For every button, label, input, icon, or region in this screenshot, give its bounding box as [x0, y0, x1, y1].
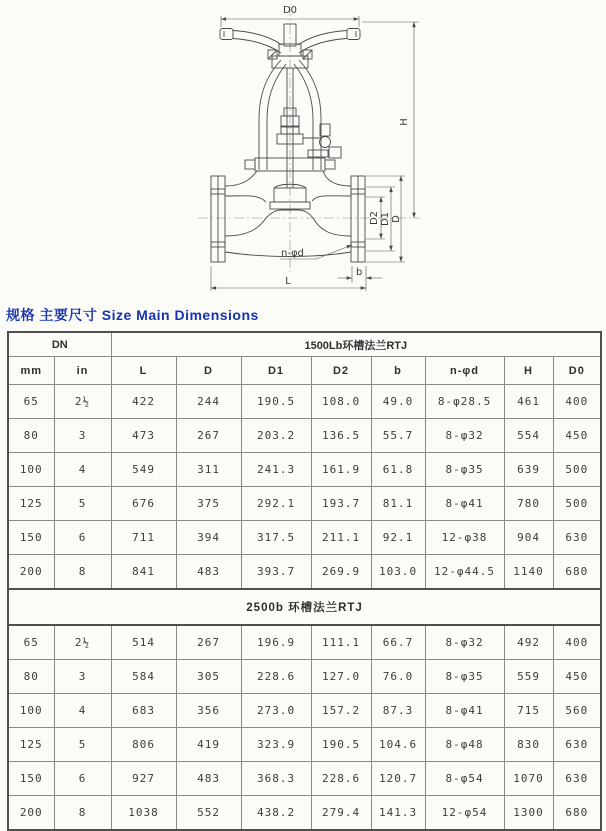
table-cell: 12-φ38 — [425, 521, 504, 555]
table-cell: 715 — [504, 694, 553, 728]
dim-label-d: D — [391, 215, 402, 223]
table-cell: 830 — [504, 728, 553, 762]
table-cell: 8-φ54 — [425, 762, 504, 796]
table-cell: 200 — [8, 796, 54, 831]
table-row — [8, 521, 601, 555]
table-cell: 500 — [553, 487, 601, 521]
table-cell: 65 — [8, 625, 54, 660]
dim-label-b: b — [356, 267, 363, 278]
table-cell: 375 — [176, 487, 241, 521]
table-cell: 104.6 — [371, 728, 425, 762]
page-title: 规格 主要尺寸 Size Main Dimensions — [6, 307, 259, 323]
table-cell: 55.7 — [371, 419, 425, 453]
table-cell: 1140 — [504, 555, 553, 590]
table-body — [8, 385, 601, 831]
table-cell: 273.0 — [241, 694, 311, 728]
table-cell: 76.0 — [371, 660, 425, 694]
table-cell: 193.7 — [311, 487, 371, 521]
table-cell: 150 — [8, 762, 54, 796]
table-cell: 780 — [504, 487, 553, 521]
table-cell: 552 — [176, 796, 241, 831]
col-header-b: b — [371, 357, 425, 385]
table-cell: 560 — [553, 694, 601, 728]
table-cell: 500 — [553, 453, 601, 487]
dim-label-l: L — [285, 276, 291, 287]
table-cell: 492 — [504, 625, 553, 660]
table-cell: 1300 — [504, 796, 553, 831]
table-cell: 1038 — [111, 796, 176, 831]
dim-label-d1: D1 — [380, 211, 391, 227]
table-cell: 438.2 — [241, 796, 311, 831]
table-cell: 8-φ32 — [425, 625, 504, 660]
table-cell: 200 — [8, 555, 54, 590]
table-cell: 3 — [54, 660, 111, 694]
table-cell: 244 — [176, 385, 241, 419]
table-cell: 141.3 — [371, 796, 425, 831]
table-cell: 450 — [553, 660, 601, 694]
table-cell: 4 — [54, 694, 111, 728]
table-cell: 323.9 — [241, 728, 311, 762]
table-cell: 317.5 — [241, 521, 311, 555]
table-cell: 680 — [553, 555, 601, 590]
table-cell: 393.7 — [241, 555, 311, 590]
col-header-d2: D2 — [311, 357, 371, 385]
table-cell: 8-φ48 — [425, 728, 504, 762]
dim-label-h: H — [399, 118, 410, 126]
col-header-n-phi-d: n-φd — [425, 357, 504, 385]
table-cell: 5 — [54, 487, 111, 521]
section-title-cell: 2500b 环槽法兰RTJ — [8, 589, 601, 625]
table-cell: 549 — [111, 453, 176, 487]
table-cell: 103.0 — [371, 555, 425, 590]
table-cell: 241.3 — [241, 453, 311, 487]
table-cell: 87.3 — [371, 694, 425, 728]
table-cell: 228.6 — [311, 762, 371, 796]
dimensions-table — [7, 331, 602, 831]
table-cell: 2½ — [54, 625, 111, 660]
col-header-h: H — [504, 357, 553, 385]
table-cell: 305 — [176, 660, 241, 694]
table-cell: 559 — [504, 660, 553, 694]
table-cell: 356 — [176, 694, 241, 728]
dn-header-cell: DN — [8, 332, 111, 357]
table-cell: 400 — [553, 385, 601, 419]
table-cell: 6 — [54, 521, 111, 555]
table-cell: 630 — [553, 762, 601, 796]
table-cell: 279.4 — [311, 796, 371, 831]
table-cell: 8-φ41 — [425, 694, 504, 728]
dim-label-d0: D0 — [282, 5, 298, 16]
table-cell: 61.8 — [371, 453, 425, 487]
table-row — [8, 694, 601, 728]
table-cell: 676 — [111, 487, 176, 521]
table-cell: 211.1 — [311, 521, 371, 555]
globe-valve-section-drawing — [0, 0, 606, 300]
table-cell: 92.1 — [371, 521, 425, 555]
table-cell: 927 — [111, 762, 176, 796]
table-cell: 630 — [553, 521, 601, 555]
table-cell: 419 — [176, 728, 241, 762]
table-cell: 80 — [8, 419, 54, 453]
dim-label-n-phi-d: n-φd — [281, 248, 304, 259]
table-cell: 81.1 — [371, 487, 425, 521]
col-header-l: L — [111, 357, 176, 385]
col-header-d0: D0 — [553, 357, 601, 385]
table-cell: 80 — [8, 660, 54, 694]
table-cell: 125 — [8, 487, 54, 521]
col-header-d1: D1 — [241, 357, 311, 385]
table-cell: 483 — [176, 762, 241, 796]
table-cell: 120.7 — [371, 762, 425, 796]
table-cell: 584 — [111, 660, 176, 694]
table-cell: 136.5 — [311, 419, 371, 453]
table-cell: 311 — [176, 453, 241, 487]
table-cell: 100 — [8, 453, 54, 487]
table-cell: 8-φ32 — [425, 419, 504, 453]
col-header-in: in — [54, 357, 111, 385]
table-row — [8, 419, 601, 453]
table-header-row-1 — [8, 332, 601, 357]
table-cell: 8-φ35 — [425, 660, 504, 694]
table-cell: 8-φ35 — [425, 453, 504, 487]
table-cell: 461 — [504, 385, 553, 419]
table-cell: 6 — [54, 762, 111, 796]
table-row — [8, 728, 601, 762]
table-header-row-2 — [8, 357, 601, 385]
table-cell: 125 — [8, 728, 54, 762]
table-cell: 639 — [504, 453, 553, 487]
table-cell: 554 — [504, 419, 553, 453]
table-cell: 111.1 — [311, 625, 371, 660]
centerlines — [198, 6, 420, 272]
table-cell: 683 — [111, 694, 176, 728]
table-cell: 100 — [8, 694, 54, 728]
table-row — [8, 385, 601, 419]
table-cell: 368.3 — [241, 762, 311, 796]
table-cell: 228.6 — [241, 660, 311, 694]
table-row — [8, 453, 601, 487]
table-cell: 680 — [553, 796, 601, 831]
table-cell: 904 — [504, 521, 553, 555]
table-cell: 8-φ41 — [425, 487, 504, 521]
table-cell: 5 — [54, 728, 111, 762]
table-cell: 630 — [553, 728, 601, 762]
table-cell: 292.1 — [241, 487, 311, 521]
table-cell: 8-φ28.5 — [425, 385, 504, 419]
table-cell: 127.0 — [311, 660, 371, 694]
dim-h — [362, 22, 419, 218]
table-cell: 12-φ54 — [425, 796, 504, 831]
table-row — [8, 796, 601, 831]
table-cell: 150 — [8, 521, 54, 555]
valve-technical-drawing — [0, 0, 606, 300]
section-header-row — [8, 589, 601, 625]
yoke-stem-outline — [259, 56, 341, 188]
col-header-mm: mm — [8, 357, 54, 385]
table-row — [8, 487, 601, 521]
dim-label-d2: D2 — [369, 210, 380, 226]
table-cell: 108.0 — [311, 385, 371, 419]
table-cell: 190.5 — [311, 728, 371, 762]
table-cell: 473 — [111, 419, 176, 453]
table-cell: 161.9 — [311, 453, 371, 487]
table-cell: 2½ — [54, 385, 111, 419]
table-cell: 3 — [54, 419, 111, 453]
table-row — [8, 555, 601, 590]
table-cell: 12-φ44.5 — [425, 555, 504, 590]
table-cell: 4 — [54, 453, 111, 487]
table-cell: 49.0 — [371, 385, 425, 419]
table-cell: 267 — [176, 625, 241, 660]
table-cell: 66.7 — [371, 625, 425, 660]
table-cell: 65 — [8, 385, 54, 419]
table-cell: 394 — [176, 521, 241, 555]
table-cell: 267 — [176, 419, 241, 453]
section-1-title-cell: 1500Lb环槽法兰RTJ — [111, 332, 601, 357]
table-cell: 8 — [54, 796, 111, 831]
table-cell: 269.9 — [311, 555, 371, 590]
table-cell: 450 — [553, 419, 601, 453]
table-cell: 1070 — [504, 762, 553, 796]
table-row — [8, 625, 601, 660]
table-cell: 8 — [54, 555, 111, 590]
col-header-d: D — [176, 357, 241, 385]
table-cell: 841 — [111, 555, 176, 590]
table-cell: 203.2 — [241, 419, 311, 453]
table-row — [8, 762, 601, 796]
table-cell: 157.2 — [311, 694, 371, 728]
table-cell: 190.5 — [241, 385, 311, 419]
table-cell: 422 — [111, 385, 176, 419]
table-cell: 711 — [111, 521, 176, 555]
table-row — [8, 660, 601, 694]
table-cell: 400 — [553, 625, 601, 660]
table-cell: 514 — [111, 625, 176, 660]
table-cell: 196.9 — [241, 625, 311, 660]
table-cell: 483 — [176, 555, 241, 590]
table-cell: 806 — [111, 728, 176, 762]
